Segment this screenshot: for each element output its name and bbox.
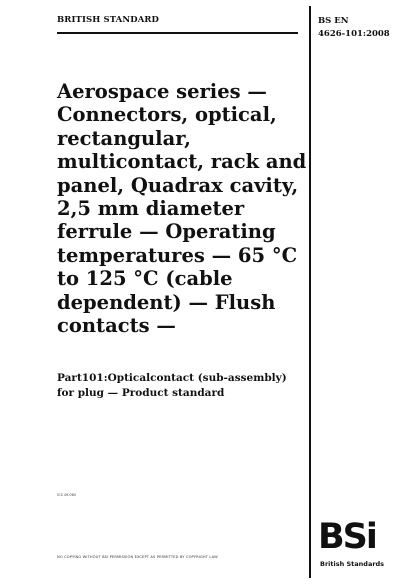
- standard-number: [318, 15, 390, 41]
- standard-number-code: 4626-101:2008: [318, 29, 390, 39]
- logo-caption: British Standards: [320, 560, 385, 568]
- vertical-divider: [309, 6, 311, 578]
- bsi-logo-icon: BSi: [318, 517, 376, 557]
- part-subtitle: Part101:Opticalcontact (sub-assembly) for plug — Product standard: [57, 372, 287, 399]
- header-divider: [57, 32, 298, 34]
- copyright-notice: NO COPYING WITHOUT BSI PERMISSION EXCEPT AS PERMITTED BY COPYRIGHT LAW: [57, 555, 218, 559]
- ics-code: ICS 49.060: [57, 493, 77, 497]
- publisher-label: BRITISH STANDARD: [57, 15, 160, 25]
- document-title: Aerospace series — Connectors, optical, rectangular, multicontact, rack and panel, Quadrax cavity, 2,5 mm diameter ferrule — Operating temperatures — 65 °C to 125 °C (cable dependent) — Flush contacts —: [57, 80, 307, 338]
- standard-number-prefix: BS EN: [318, 16, 349, 26]
